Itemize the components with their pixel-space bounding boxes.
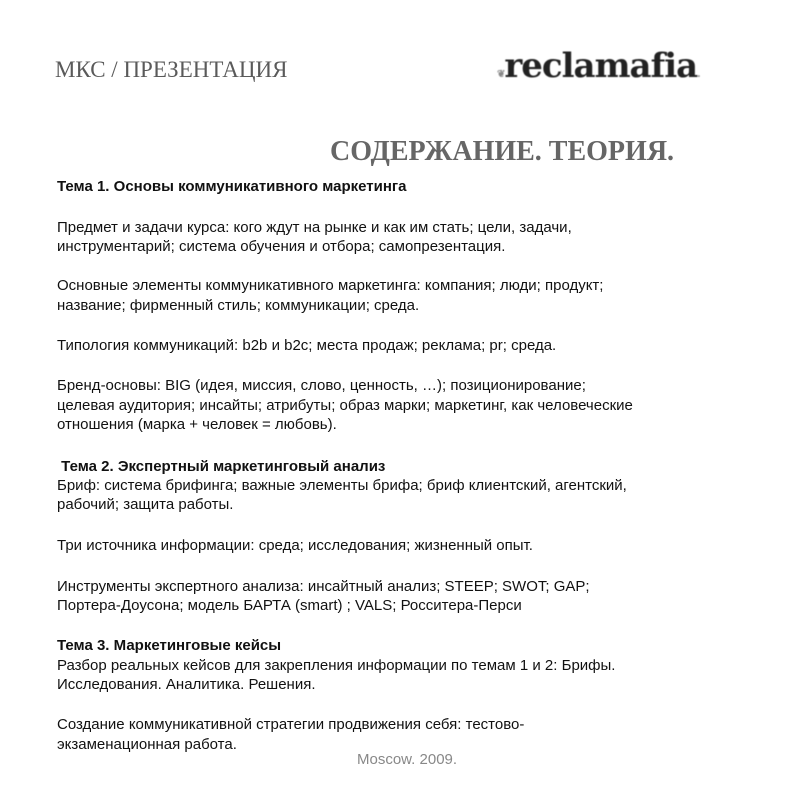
text-line: Портера-Доусона; модель БАРТА (smart) ; VALS; Росситера-Перси [57,597,522,614]
text-line: Три источника информации: среда; исследования; жизненный опыт. [57,537,533,554]
text-line: Разбор реальных кейсов для закрепления информации по темам 1 и 2: Брифы. [57,657,616,674]
text-line: отношения (марка + человек = любовь). [57,416,337,433]
text-line: Основные элементы коммуникативного маркетинга: компания; люди; продукт; [57,277,604,294]
topic-2-heading: Тема 2. Экспертный маркетинговый анализ [57,458,386,475]
text-line: рабочий; защита работы. [57,496,234,513]
text-line: Предмет и задачи курса: кого ждут на рынке и как им стать; цели, задачи, [57,219,572,236]
text-line: Типология коммуникаций: b2b и b2c; места продаж; реклама; pr; среда. [57,337,557,354]
text-line: Инструменты экспертного анализа: инсайтный анализ; STEEP; SWOT; GAP; [57,578,590,595]
topic-1-heading: Тема 1. Основы коммуникативного маркетинга [57,178,407,195]
footer: Moscow. 2009. [357,751,458,768]
topic-3-heading: Тема 3. Маркетинговые кейсы [57,637,282,654]
text-line: экзаменационная работа. [57,736,237,753]
text-line: Создание коммуникативной стратегии продвижения себя: тестово- [57,716,525,733]
reclamafia-logo: ❦reclamafia. [497,46,700,86]
text-line: название; фирменный стиль; коммуникации; среда. [57,297,420,314]
text-line: Исследования. Аналитика. Решения. [57,676,316,693]
text-line: Бренд-основы: BIG (идея, миссия, слово, ценность, …); позиционирование; [57,377,586,394]
text-line: целевая аудитория; инсайты; атрибуты; образ марки; маркетинг, как человеческие [57,397,633,414]
header-label: МКС / ПРЕЗЕНТАЦИЯ [55,57,288,82]
text-line: Бриф: система брифинга; важные элементы брифа; бриф клиентский, агентский, [57,477,627,494]
text-line: инструментарий; система обучения и отбора; самопрезентация. [57,238,506,255]
slide-title: СОДЕРЖАНИЕ. ТЕОРИЯ. [330,136,675,167]
